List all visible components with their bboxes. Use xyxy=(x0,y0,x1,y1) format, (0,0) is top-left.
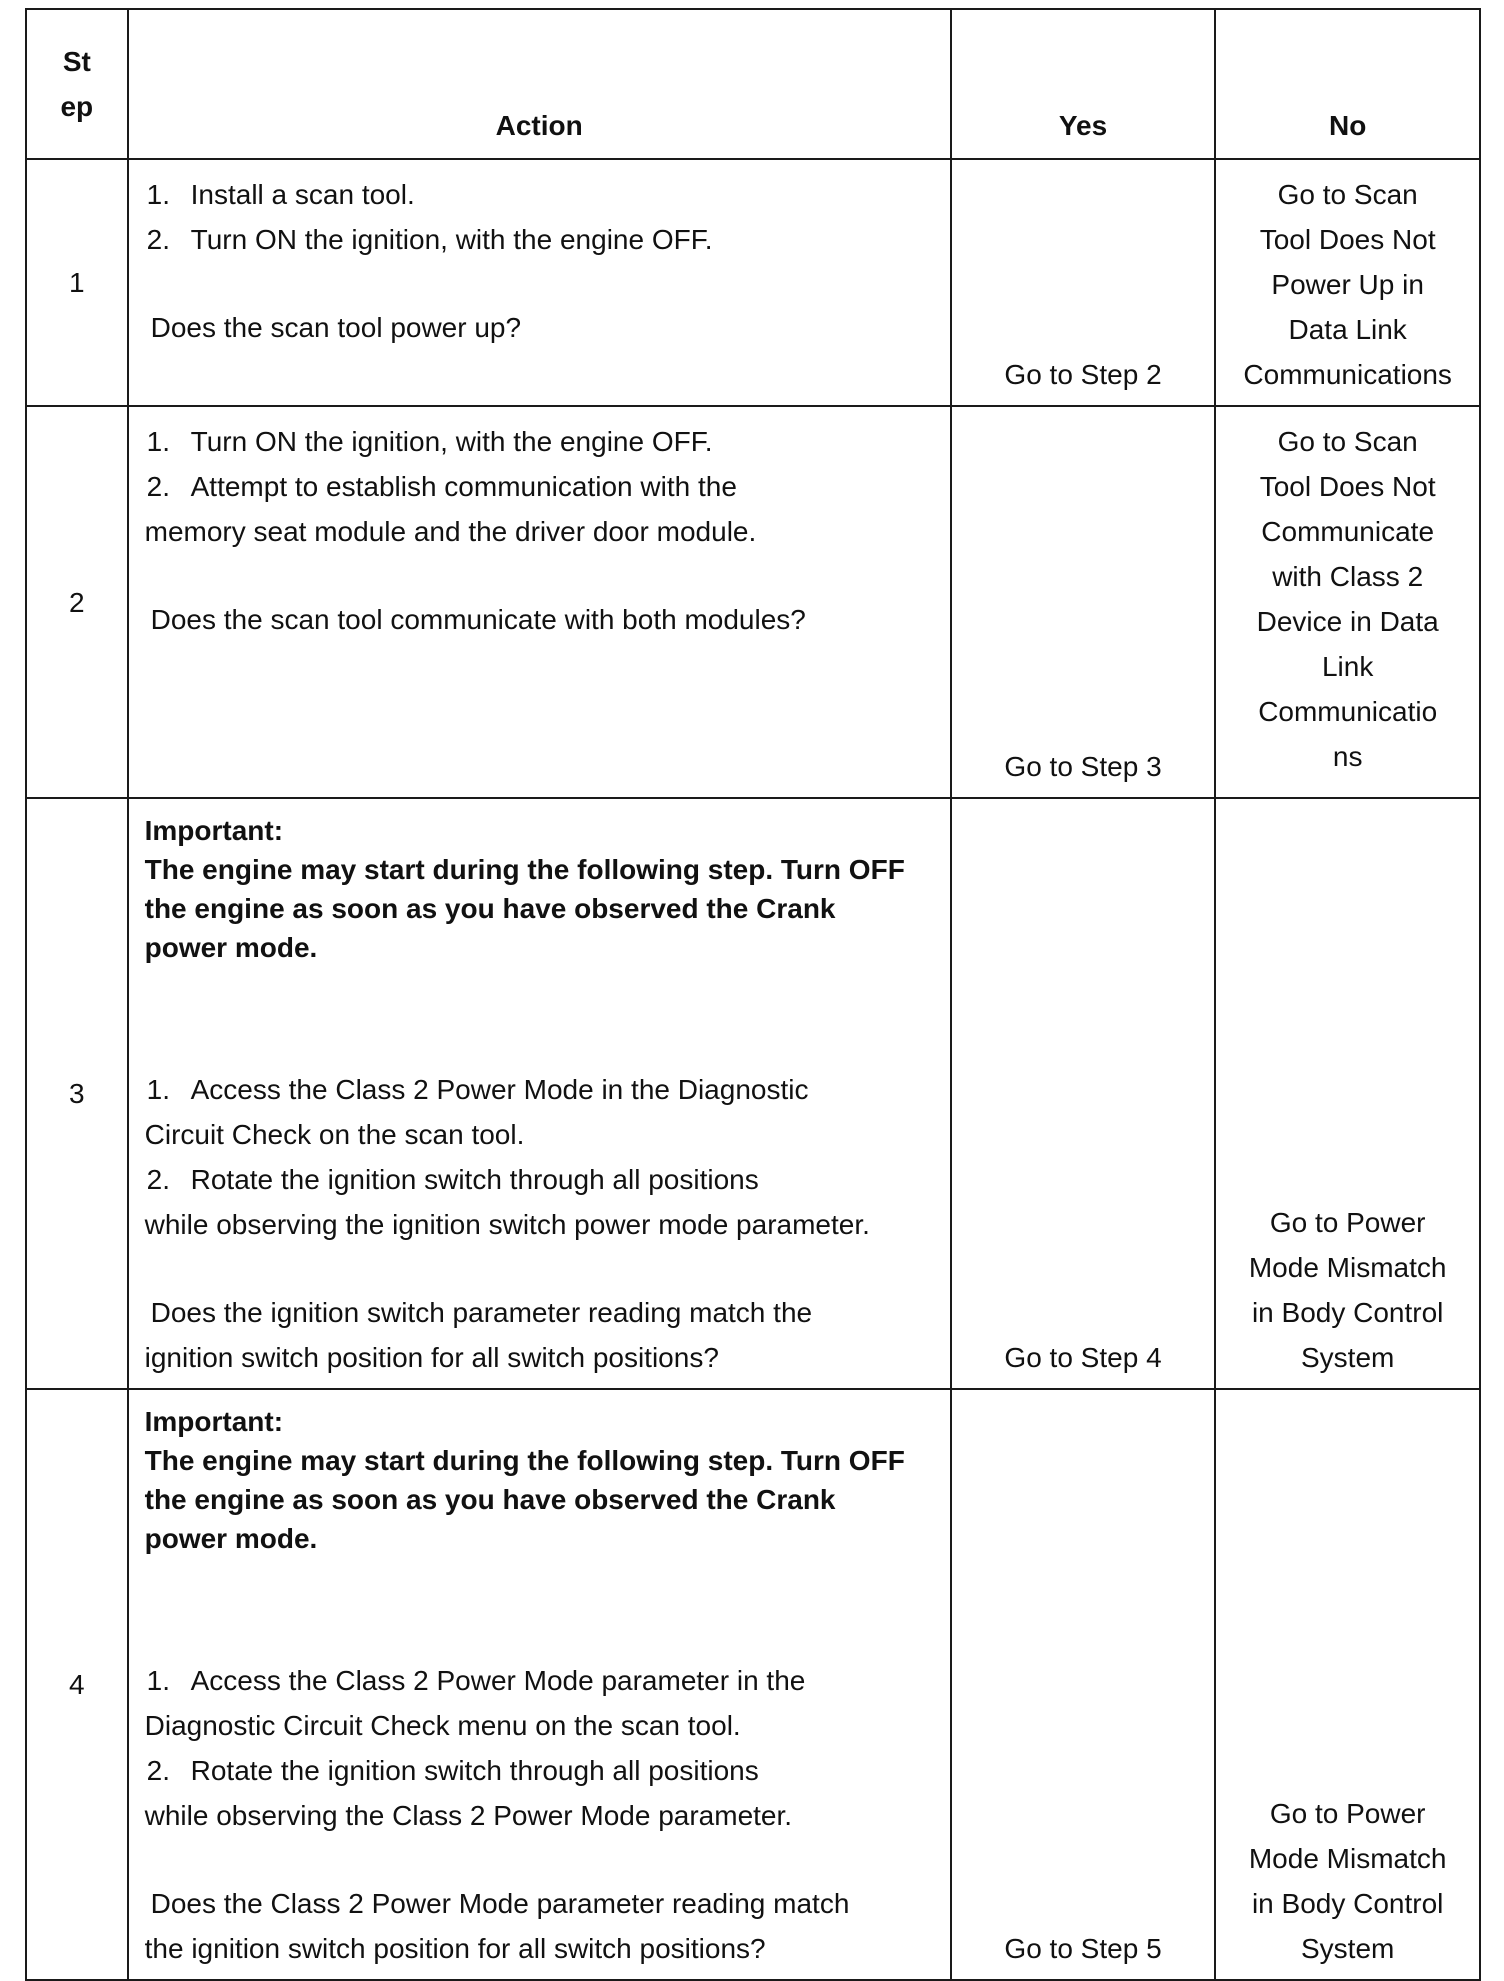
action-cell xyxy=(128,798,951,1389)
header-action: Action xyxy=(128,9,951,159)
list-item-text: Access the Class 2 Power Mode parameter in the xyxy=(190,1665,806,1696)
list-item xyxy=(145,172,940,217)
list-item xyxy=(145,1067,940,1112)
list-number: 1. xyxy=(146,1074,170,1105)
list-item-text: Rotate the ignition switch through all positions xyxy=(190,1164,759,1195)
yes-cell xyxy=(951,406,1216,798)
list-item-continuation: Circuit Check on the scan tool. xyxy=(144,1119,525,1150)
header-step-label: St ep xyxy=(60,46,94,122)
spacer xyxy=(145,262,940,305)
spacer xyxy=(145,1558,940,1658)
step-number: 1 xyxy=(26,159,128,406)
question-text: Does the Class 2 Power Mode parameter reading match xyxy=(150,1888,850,1919)
step-number: 3 xyxy=(26,798,128,1389)
yes-link[interactable]: Go to Step 3 xyxy=(1004,751,1162,782)
list-number: 1. xyxy=(146,179,170,210)
no-link[interactable]: Go to Power Mode Mismatch in Body Control System xyxy=(1248,1798,1447,1964)
list-item-text: Rotate the ignition switch through all positions xyxy=(190,1755,759,1786)
important-note: Important: The engine may start during the following step. Turn OFF the engine as soon as you have observed the Crank power mode. xyxy=(144,815,905,963)
list-item xyxy=(145,1748,940,1793)
list-item xyxy=(145,217,940,262)
no-link[interactable]: Go to Power Mode Mismatch in Body Control System xyxy=(1248,1207,1447,1373)
list-item xyxy=(145,1157,940,1202)
no-link[interactable]: Go to Scan Tool Does Not Power Up in Data Link Communications xyxy=(1243,179,1452,390)
question-continuation: ignition switch position for all switch positions? xyxy=(144,1342,719,1373)
list-item-text: Access the Class 2 Power Mode in the Diagnostic xyxy=(190,1074,809,1105)
list-item-continuation: memory seat module and the driver door module. xyxy=(144,516,757,547)
no-cell xyxy=(1215,406,1480,798)
table-row-step-2 xyxy=(26,406,1480,798)
list-item-text: Install a scan tool. xyxy=(190,179,415,210)
yes-cell xyxy=(951,1389,1216,1980)
list-item-continuation: while observing the Class 2 Power Mode parameter. xyxy=(144,1800,793,1831)
no-cell xyxy=(1215,1389,1480,1980)
no-cell xyxy=(1215,798,1480,1389)
yes-link[interactable]: Go to Step 2 xyxy=(1004,359,1162,390)
list-number: 2. xyxy=(146,224,170,255)
list-number: 1. xyxy=(146,426,170,457)
yes-link[interactable]: Go to Step 5 xyxy=(1004,1933,1162,1964)
header-yes: Yes xyxy=(951,9,1216,159)
list-number: 1. xyxy=(146,1665,170,1696)
action-cell xyxy=(128,1389,951,1980)
header-row xyxy=(26,9,1480,159)
yes-cell xyxy=(951,159,1216,406)
list-item xyxy=(145,419,940,464)
question-text: Does the scan tool power up? xyxy=(150,312,522,343)
yes-cell xyxy=(951,798,1216,1389)
question-continuation: the ignition switch position for all switch positions? xyxy=(144,1933,766,1964)
list-number: 2. xyxy=(146,471,170,502)
list-number: 2. xyxy=(146,1755,170,1786)
no-link[interactable]: Go to Scan Tool Does Not Communicate with Class 2 Device in Data Link Communicatio ns xyxy=(1256,426,1439,772)
action-cell xyxy=(128,159,951,406)
list-number: 2. xyxy=(146,1164,170,1195)
list-item-text: Attempt to establish communication with the xyxy=(190,471,737,502)
list-item-text: Turn ON the ignition, with the engine OFF. xyxy=(190,426,713,457)
table-row-step-3 xyxy=(26,798,1480,1389)
table-row-step-1 xyxy=(26,159,1480,406)
important-note: Important: The engine may start during the following step. Turn OFF the engine as soon as you have observed the Crank power mode. xyxy=(144,1406,905,1554)
question-text: Does the ignition switch parameter reading match the xyxy=(150,1297,813,1328)
step-number: 4 xyxy=(26,1389,128,1980)
list-item xyxy=(145,464,940,509)
step-number: 2 xyxy=(26,406,128,798)
list-item xyxy=(145,1658,940,1703)
no-cell xyxy=(1215,159,1480,406)
spacer xyxy=(145,1838,940,1881)
list-item-continuation: Diagnostic Circuit Check menu on the scan tool. xyxy=(144,1710,741,1741)
action-cell xyxy=(128,406,951,798)
spacer xyxy=(145,967,940,1067)
diagnostic-table xyxy=(25,8,1481,1981)
header-no: No xyxy=(1215,9,1480,159)
yes-link[interactable]: Go to Step 4 xyxy=(1004,1342,1162,1373)
question-text: Does the scan tool communicate with both modules? xyxy=(150,604,806,635)
spacer xyxy=(145,1247,940,1290)
table-row-step-4 xyxy=(26,1389,1480,1980)
header-step xyxy=(26,9,128,159)
list-item-text: Turn ON the ignition, with the engine OFF. xyxy=(190,224,713,255)
spacer xyxy=(145,554,940,597)
list-item-continuation: while observing the ignition switch power mode parameter. xyxy=(144,1209,870,1240)
